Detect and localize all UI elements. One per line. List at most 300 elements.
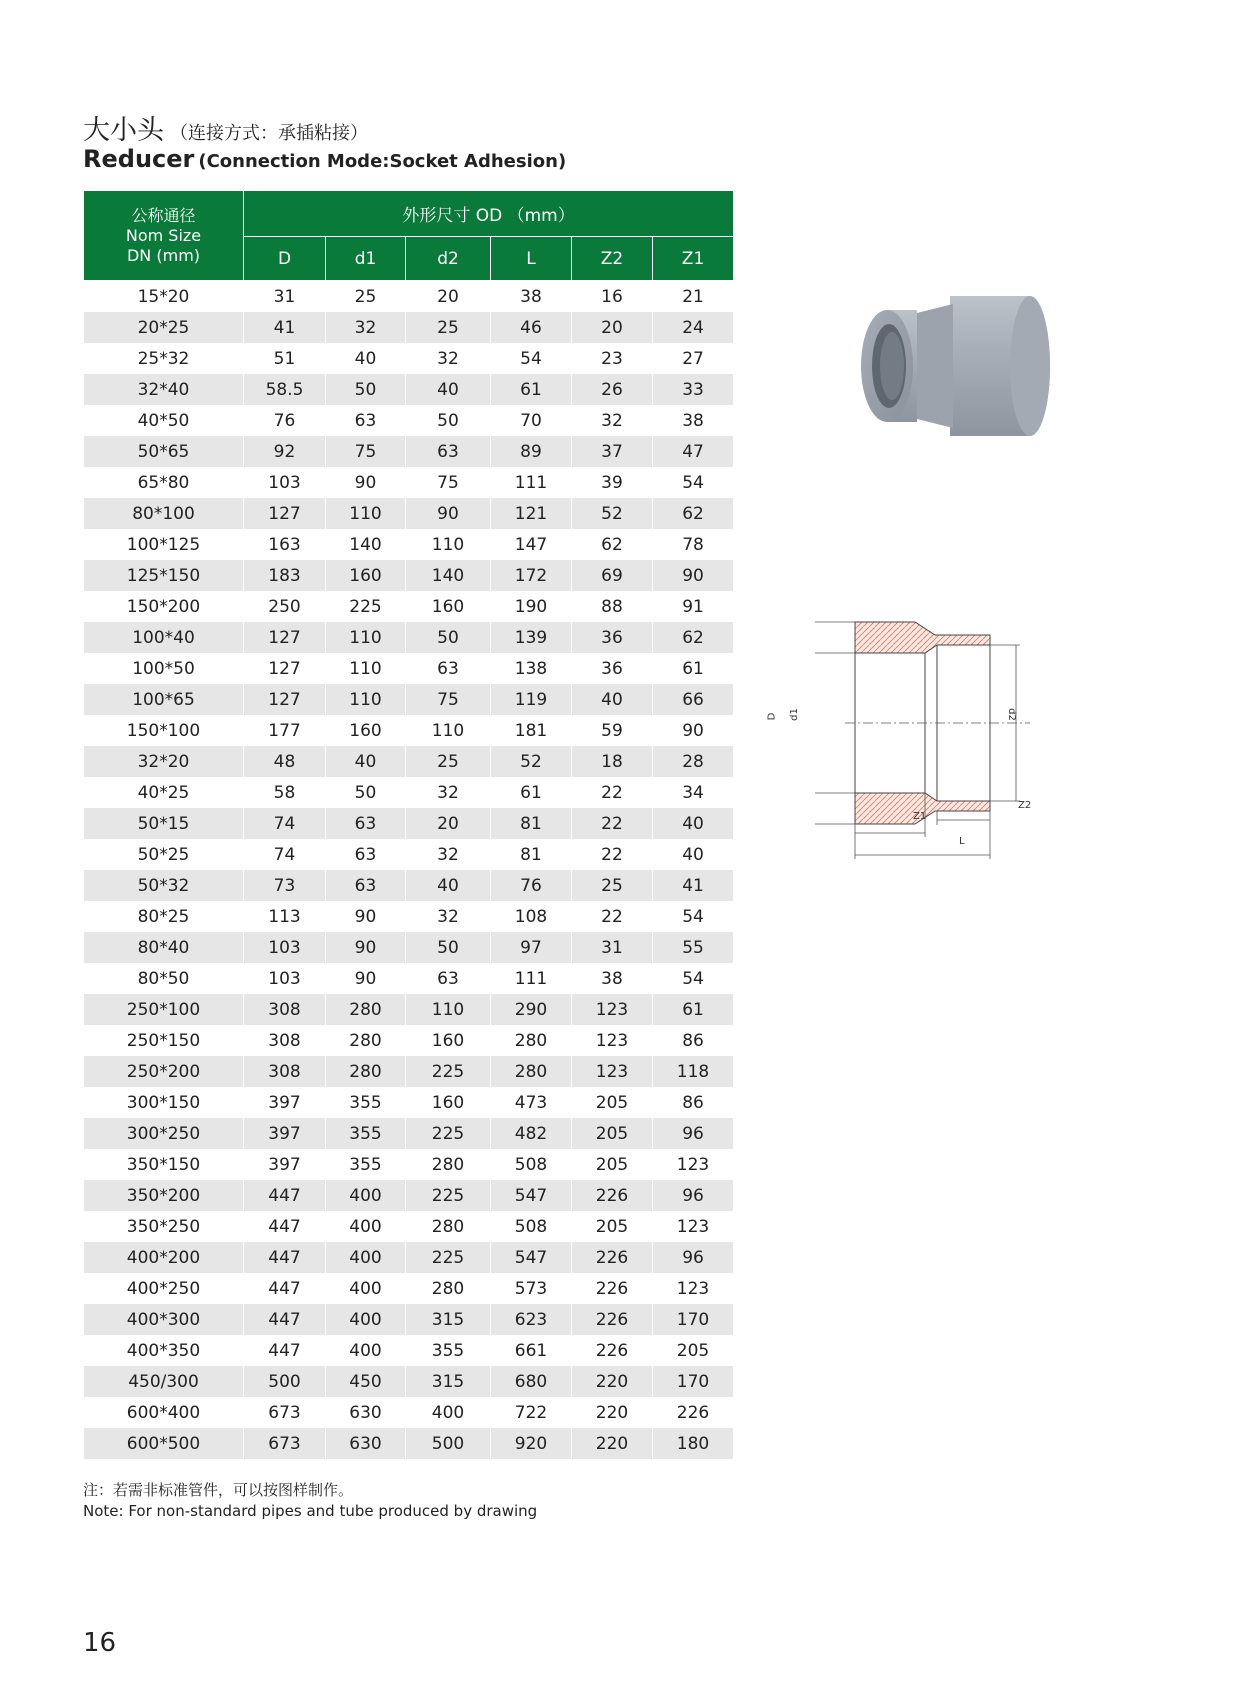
dimension-cell: 90 bbox=[326, 901, 406, 932]
dimension-cell: 20 bbox=[406, 808, 491, 839]
dimension-cell: 63 bbox=[326, 839, 406, 870]
dimension-cell: 225 bbox=[406, 1118, 491, 1149]
title-cn-main: 大小头 bbox=[83, 115, 164, 146]
dimension-cell: 90 bbox=[406, 498, 491, 529]
table-row bbox=[84, 281, 734, 313]
dimension-cell: 205 bbox=[572, 1087, 653, 1118]
dimension-cell: 400 bbox=[326, 1211, 406, 1242]
dimension-cell: 661 bbox=[491, 1335, 572, 1366]
table-row bbox=[84, 870, 734, 901]
dimension-cell: 447 bbox=[244, 1180, 326, 1211]
nom-size-cell: 20*25 bbox=[84, 312, 244, 343]
table-row bbox=[84, 436, 734, 467]
dimension-cell: 63 bbox=[406, 436, 491, 467]
dimension-cell: 86 bbox=[653, 1025, 734, 1056]
dimension-cell: 33 bbox=[653, 374, 734, 405]
nom-size-cell: 400*300 bbox=[84, 1304, 244, 1335]
nom-size-cell: 50*25 bbox=[84, 839, 244, 870]
dimension-cell: 36 bbox=[572, 653, 653, 684]
nom-size-cell: 300*150 bbox=[84, 1087, 244, 1118]
dimension-cell: 123 bbox=[572, 1056, 653, 1087]
dimension-cell: 62 bbox=[572, 529, 653, 560]
dimension-cell: 225 bbox=[406, 1056, 491, 1087]
title-cn bbox=[83, 108, 368, 147]
nom-size-cell: 40*50 bbox=[84, 405, 244, 436]
dimension-cell: 147 bbox=[491, 529, 572, 560]
dimension-cell: 16 bbox=[572, 281, 653, 313]
dimension-cell: 280 bbox=[491, 1056, 572, 1087]
dimension-cell: 447 bbox=[244, 1211, 326, 1242]
nom-size-cell: 150*100 bbox=[84, 715, 244, 746]
table-row bbox=[84, 653, 734, 684]
nom-size-cell: 80*50 bbox=[84, 963, 244, 994]
dimension-cell: 25 bbox=[406, 746, 491, 777]
dimension-cell: 108 bbox=[491, 901, 572, 932]
dimension-cell: 280 bbox=[406, 1149, 491, 1180]
dimension-cell: 90 bbox=[326, 963, 406, 994]
dimension-cell: 355 bbox=[406, 1335, 491, 1366]
dimension-cell: 61 bbox=[491, 777, 572, 808]
nom-size-header-cn: 公称通径 bbox=[131, 205, 196, 225]
dimension-cell: 110 bbox=[326, 622, 406, 653]
dimension-cell: 63 bbox=[326, 808, 406, 839]
table-row bbox=[84, 1366, 734, 1397]
dimension-cell: 280 bbox=[406, 1211, 491, 1242]
dimension-cell: 177 bbox=[244, 715, 326, 746]
nom-size-cell: 250*150 bbox=[84, 1025, 244, 1056]
dimension-cell: 96 bbox=[653, 1180, 734, 1211]
nom-size-cell: 50*32 bbox=[84, 870, 244, 901]
table-row bbox=[84, 1211, 734, 1242]
dimension-cell: 111 bbox=[491, 467, 572, 498]
dimension-cell: 50 bbox=[326, 777, 406, 808]
dimension-cell: 397 bbox=[244, 1118, 326, 1149]
dimension-cell: 32 bbox=[406, 839, 491, 870]
dimension-cell: 250 bbox=[244, 591, 326, 622]
dimension-cell: 40 bbox=[326, 343, 406, 374]
nom-size-cell: 300*250 bbox=[84, 1118, 244, 1149]
dimension-cell: 27 bbox=[653, 343, 734, 374]
dimension-cell: 20 bbox=[406, 281, 491, 313]
dimension-cell: 447 bbox=[244, 1335, 326, 1366]
nom-size-cell: 400*200 bbox=[84, 1242, 244, 1273]
dimension-cell: 90 bbox=[326, 467, 406, 498]
dimension-cell: 61 bbox=[653, 653, 734, 684]
dimension-cell: 139 bbox=[491, 622, 572, 653]
dimension-cell: 50 bbox=[406, 932, 491, 963]
dimension-cell: 397 bbox=[244, 1087, 326, 1118]
dimension-cell: 41 bbox=[244, 312, 326, 343]
dimension-cell: 69 bbox=[572, 560, 653, 591]
dimension-cell: 89 bbox=[491, 436, 572, 467]
reducer-drawing bbox=[815, 615, 1100, 865]
dimension-cell: 51 bbox=[244, 343, 326, 374]
dimension-cell: 96 bbox=[653, 1118, 734, 1149]
table-row bbox=[84, 560, 734, 591]
dimension-cell: 315 bbox=[406, 1366, 491, 1397]
table-row bbox=[84, 1118, 734, 1149]
table-row bbox=[84, 1335, 734, 1366]
dimension-cell: 205 bbox=[572, 1149, 653, 1180]
nom-size-header-unit: DN (mm) bbox=[126, 245, 201, 265]
table-row bbox=[84, 622, 734, 653]
dimension-cell: 400 bbox=[326, 1273, 406, 1304]
table-row bbox=[84, 839, 734, 870]
dimension-cell: 58.5 bbox=[244, 374, 326, 405]
dimension-cell: 123 bbox=[572, 1025, 653, 1056]
column-header: Z2 bbox=[572, 237, 653, 281]
dimension-cell: 226 bbox=[572, 1242, 653, 1273]
nom-size-cell: 450/300 bbox=[84, 1366, 244, 1397]
dimension-cell: 123 bbox=[572, 994, 653, 1025]
nom-size-cell: 350*250 bbox=[84, 1211, 244, 1242]
nom-size-cell: 600*500 bbox=[84, 1428, 244, 1459]
dimension-cell: 315 bbox=[406, 1304, 491, 1335]
dimension-cell: 61 bbox=[653, 994, 734, 1025]
dimension-cell: 76 bbox=[491, 870, 572, 901]
title-en-main: Reducer bbox=[83, 145, 195, 173]
table-row bbox=[84, 1304, 734, 1335]
title-en-subtitle: (Connection Mode:Socket Adhesion) bbox=[198, 151, 567, 172]
dimension-cell: 36 bbox=[572, 622, 653, 653]
dimension-cell: 220 bbox=[572, 1397, 653, 1428]
dimension-cell: 226 bbox=[653, 1397, 734, 1428]
table-row bbox=[84, 715, 734, 746]
nom-size-cell: 125*150 bbox=[84, 560, 244, 591]
column-header: L bbox=[491, 237, 572, 281]
nom-size-header bbox=[84, 191, 244, 281]
dimension-cell: 160 bbox=[406, 1025, 491, 1056]
dimension-cell: 680 bbox=[491, 1366, 572, 1397]
dimension-cell: 160 bbox=[326, 560, 406, 591]
dimension-cell: 61 bbox=[491, 374, 572, 405]
table-row bbox=[84, 312, 734, 343]
dimension-cell: 290 bbox=[491, 994, 572, 1025]
dimension-cell: 40 bbox=[653, 808, 734, 839]
dimension-cell: 172 bbox=[491, 560, 572, 591]
reducer-photo bbox=[855, 290, 1060, 440]
dimension-cell: 547 bbox=[491, 1242, 572, 1273]
dimension-cell: 31 bbox=[244, 281, 326, 313]
dimension-cell: 573 bbox=[491, 1273, 572, 1304]
dimension-cell: 226 bbox=[572, 1180, 653, 1211]
nom-size-cell: 100*125 bbox=[84, 529, 244, 560]
table-row bbox=[84, 374, 734, 405]
dimension-cell: 22 bbox=[572, 839, 653, 870]
dimension-cell: 18 bbox=[572, 746, 653, 777]
dimension-cell: 118 bbox=[653, 1056, 734, 1087]
dimension-cell: 623 bbox=[491, 1304, 572, 1335]
dimension-cell: 32 bbox=[326, 312, 406, 343]
column-header: d1 bbox=[326, 237, 406, 281]
dimension-cell: 47 bbox=[653, 436, 734, 467]
dimension-cell: 447 bbox=[244, 1304, 326, 1335]
dimension-cell: 21 bbox=[653, 281, 734, 313]
dimension-cell: 40 bbox=[326, 746, 406, 777]
table-row bbox=[84, 994, 734, 1025]
dimension-cell: 127 bbox=[244, 622, 326, 653]
nom-size-cell: 250*200 bbox=[84, 1056, 244, 1087]
dimension-cell: 103 bbox=[244, 963, 326, 994]
dimension-cell: 170 bbox=[653, 1304, 734, 1335]
dimension-cell: 160 bbox=[326, 715, 406, 746]
dimension-cell: 220 bbox=[572, 1428, 653, 1459]
table-row bbox=[84, 1149, 734, 1180]
drawing-label-Z2: Z2 bbox=[1018, 800, 1032, 811]
dimension-cell: 225 bbox=[406, 1242, 491, 1273]
dimension-cell: 308 bbox=[244, 994, 326, 1025]
dimension-cell: 113 bbox=[244, 901, 326, 932]
dimension-cell: 630 bbox=[326, 1397, 406, 1428]
dimension-cell: 225 bbox=[326, 591, 406, 622]
dimension-cell: 111 bbox=[491, 963, 572, 994]
nom-size-cell: 100*65 bbox=[84, 684, 244, 715]
dimension-cell: 140 bbox=[326, 529, 406, 560]
nom-size-cell: 32*20 bbox=[84, 746, 244, 777]
dimension-cell: 508 bbox=[491, 1149, 572, 1180]
dimension-cell: 308 bbox=[244, 1056, 326, 1087]
nom-size-cell: 80*100 bbox=[84, 498, 244, 529]
dimension-cell: 32 bbox=[572, 405, 653, 436]
nom-size-cell: 32*40 bbox=[84, 374, 244, 405]
nom-size-cell: 40*25 bbox=[84, 777, 244, 808]
nom-size-cell: 600*400 bbox=[84, 1397, 244, 1428]
nom-size-cell: 50*15 bbox=[84, 808, 244, 839]
title-en bbox=[83, 145, 566, 173]
table-row bbox=[84, 1428, 734, 1459]
drawing-label-D: D bbox=[766, 712, 778, 721]
nom-size-cell: 80*40 bbox=[84, 932, 244, 963]
table-row bbox=[84, 498, 734, 529]
dimension-cell: 123 bbox=[653, 1149, 734, 1180]
dimension-cell: 50 bbox=[406, 405, 491, 436]
dimension-cell: 280 bbox=[326, 994, 406, 1025]
dimension-cell: 140 bbox=[406, 560, 491, 591]
dimension-cell: 90 bbox=[653, 715, 734, 746]
dimension-cell: 88 bbox=[572, 591, 653, 622]
dimension-cell: 31 bbox=[572, 932, 653, 963]
dimension-cell: 482 bbox=[491, 1118, 572, 1149]
dimension-cell: 110 bbox=[326, 498, 406, 529]
nom-size-cell: 15*20 bbox=[84, 281, 244, 313]
dimension-cell: 225 bbox=[406, 1180, 491, 1211]
dimension-cell: 180 bbox=[653, 1428, 734, 1459]
footnote bbox=[83, 1480, 537, 1522]
table-row bbox=[84, 1180, 734, 1211]
dimension-cell: 74 bbox=[244, 839, 326, 870]
dimension-cell: 91 bbox=[653, 591, 734, 622]
dimension-cell: 75 bbox=[406, 467, 491, 498]
dimension-cell: 226 bbox=[572, 1273, 653, 1304]
dimension-cell: 123 bbox=[653, 1273, 734, 1304]
dimension-cell: 48 bbox=[244, 746, 326, 777]
dimension-cell: 52 bbox=[491, 746, 572, 777]
dimension-cell: 226 bbox=[572, 1304, 653, 1335]
table-row bbox=[84, 467, 734, 498]
dimension-cell: 63 bbox=[326, 870, 406, 901]
dimension-cell: 46 bbox=[491, 312, 572, 343]
drawing-label-d2: d2 bbox=[1005, 708, 1017, 721]
dimension-cell: 138 bbox=[491, 653, 572, 684]
dimension-cell: 39 bbox=[572, 467, 653, 498]
nom-size-cell: 65*80 bbox=[84, 467, 244, 498]
dimension-cell: 32 bbox=[406, 777, 491, 808]
dimension-cell: 205 bbox=[572, 1211, 653, 1242]
dimension-cell: 25 bbox=[406, 312, 491, 343]
dimension-cell: 22 bbox=[572, 777, 653, 808]
dimension-cell: 400 bbox=[326, 1242, 406, 1273]
dimension-cell: 59 bbox=[572, 715, 653, 746]
table-row bbox=[84, 901, 734, 932]
title-cn-subtitle: （连接方式：承插粘接） bbox=[170, 123, 368, 144]
drawing-label-Z1: Z1 bbox=[913, 811, 927, 822]
dimension-cell: 25 bbox=[572, 870, 653, 901]
dimension-cell: 54 bbox=[653, 963, 734, 994]
nom-size-cell: 350*200 bbox=[84, 1180, 244, 1211]
dimension-cell: 119 bbox=[491, 684, 572, 715]
dimension-cell: 97 bbox=[491, 932, 572, 963]
dimension-cell: 170 bbox=[653, 1366, 734, 1397]
drawing-label-d1: d1 bbox=[788, 708, 800, 721]
dimension-cell: 110 bbox=[406, 529, 491, 560]
nom-size-cell: 100*50 bbox=[84, 653, 244, 684]
dimension-cell: 32 bbox=[406, 901, 491, 932]
dimension-cell: 473 bbox=[491, 1087, 572, 1118]
table-row bbox=[84, 932, 734, 963]
dimension-cell: 630 bbox=[326, 1428, 406, 1459]
dimension-cell: 205 bbox=[572, 1118, 653, 1149]
dimension-cell: 280 bbox=[326, 1056, 406, 1087]
dimension-cell: 280 bbox=[406, 1273, 491, 1304]
dimension-cell: 226 bbox=[572, 1335, 653, 1366]
nom-size-cell: 350*150 bbox=[84, 1149, 244, 1180]
dimension-cell: 673 bbox=[244, 1397, 326, 1428]
dimension-cell: 37 bbox=[572, 436, 653, 467]
table-row bbox=[84, 343, 734, 374]
dimension-cell: 81 bbox=[491, 808, 572, 839]
dimension-cell: 183 bbox=[244, 560, 326, 591]
table-row bbox=[84, 746, 734, 777]
dimension-cell: 34 bbox=[653, 777, 734, 808]
dimension-cell: 400 bbox=[326, 1335, 406, 1366]
dimension-cell: 355 bbox=[326, 1118, 406, 1149]
nom-size-cell: 150*200 bbox=[84, 591, 244, 622]
dimension-cell: 280 bbox=[326, 1025, 406, 1056]
dimension-cell: 400 bbox=[326, 1180, 406, 1211]
dimension-cell: 160 bbox=[406, 591, 491, 622]
column-header: D bbox=[244, 237, 326, 281]
dimension-cell: 205 bbox=[653, 1335, 734, 1366]
dimension-cell: 110 bbox=[406, 994, 491, 1025]
dimension-cell: 50 bbox=[326, 374, 406, 405]
od-header: 外形尺寸 OD （mm） bbox=[244, 191, 734, 237]
dimension-cell: 220 bbox=[572, 1366, 653, 1397]
dimension-cell: 508 bbox=[491, 1211, 572, 1242]
dimension-cell: 500 bbox=[406, 1428, 491, 1459]
dimension-cell: 73 bbox=[244, 870, 326, 901]
dimension-cell: 63 bbox=[406, 653, 491, 684]
dimension-cell: 55 bbox=[653, 932, 734, 963]
dimension-cell: 58 bbox=[244, 777, 326, 808]
dimension-cell: 23 bbox=[572, 343, 653, 374]
dimension-cell: 40 bbox=[572, 684, 653, 715]
dimension-cell: 40 bbox=[406, 374, 491, 405]
dimension-cell: 920 bbox=[491, 1428, 572, 1459]
table-row bbox=[84, 1087, 734, 1118]
dimension-cell: 66 bbox=[653, 684, 734, 715]
dimension-cell: 81 bbox=[491, 839, 572, 870]
dimension-cell: 90 bbox=[653, 560, 734, 591]
dimension-cell: 28 bbox=[653, 746, 734, 777]
table-row bbox=[84, 1056, 734, 1087]
dimension-cell: 355 bbox=[326, 1149, 406, 1180]
dimension-cell: 163 bbox=[244, 529, 326, 560]
table-row bbox=[84, 405, 734, 436]
dimension-cell: 127 bbox=[244, 684, 326, 715]
nom-size-cell: 100*40 bbox=[84, 622, 244, 653]
dimension-cell: 447 bbox=[244, 1273, 326, 1304]
dimension-cell: 63 bbox=[406, 963, 491, 994]
dimension-cell: 50 bbox=[406, 622, 491, 653]
dimension-cell: 75 bbox=[326, 436, 406, 467]
dimension-cell: 41 bbox=[653, 870, 734, 901]
dimension-cell: 40 bbox=[653, 839, 734, 870]
dimension-cell: 24 bbox=[653, 312, 734, 343]
nom-size-cell: 80*25 bbox=[84, 901, 244, 932]
dimension-cell: 673 bbox=[244, 1428, 326, 1459]
nom-size-cell: 250*100 bbox=[84, 994, 244, 1025]
dimension-cell: 52 bbox=[572, 498, 653, 529]
dimension-cell: 450 bbox=[326, 1366, 406, 1397]
dimension-cell: 96 bbox=[653, 1242, 734, 1273]
spec-table-body bbox=[84, 281, 734, 1460]
dimension-cell: 22 bbox=[572, 808, 653, 839]
dimension-cell: 25 bbox=[326, 281, 406, 313]
dimension-cell: 78 bbox=[653, 529, 734, 560]
dimension-cell: 127 bbox=[244, 653, 326, 684]
dimension-cell: 110 bbox=[326, 684, 406, 715]
dimension-cell: 90 bbox=[326, 932, 406, 963]
nom-size-cell: 25*32 bbox=[84, 343, 244, 374]
dimension-cell: 121 bbox=[491, 498, 572, 529]
footnote-cn: 注：若需非标准管件，可以按图样制作。 bbox=[83, 1481, 354, 1499]
dimension-cell: 127 bbox=[244, 498, 326, 529]
nom-size-cell: 400*250 bbox=[84, 1273, 244, 1304]
dimension-cell: 38 bbox=[653, 405, 734, 436]
dimension-cell: 40 bbox=[406, 870, 491, 901]
dimension-cell: 400 bbox=[326, 1304, 406, 1335]
dimension-cell: 500 bbox=[244, 1366, 326, 1397]
table-row bbox=[84, 1397, 734, 1428]
dimension-cell: 547 bbox=[491, 1180, 572, 1211]
dimension-cell: 722 bbox=[491, 1397, 572, 1428]
dimension-cell: 62 bbox=[653, 498, 734, 529]
column-header: Z1 bbox=[653, 237, 734, 281]
dimension-cell: 181 bbox=[491, 715, 572, 746]
dimension-cell: 103 bbox=[244, 932, 326, 963]
dimension-cell: 20 bbox=[572, 312, 653, 343]
dimension-cell: 110 bbox=[326, 653, 406, 684]
dimension-cell: 54 bbox=[653, 467, 734, 498]
dimension-cell: 86 bbox=[653, 1087, 734, 1118]
dimension-cell: 110 bbox=[406, 715, 491, 746]
dimension-cell: 355 bbox=[326, 1087, 406, 1118]
column-header: d2 bbox=[406, 237, 491, 281]
table-row bbox=[84, 963, 734, 994]
table-row bbox=[84, 1273, 734, 1304]
dimension-cell: 123 bbox=[653, 1211, 734, 1242]
spec-table bbox=[83, 190, 734, 1459]
